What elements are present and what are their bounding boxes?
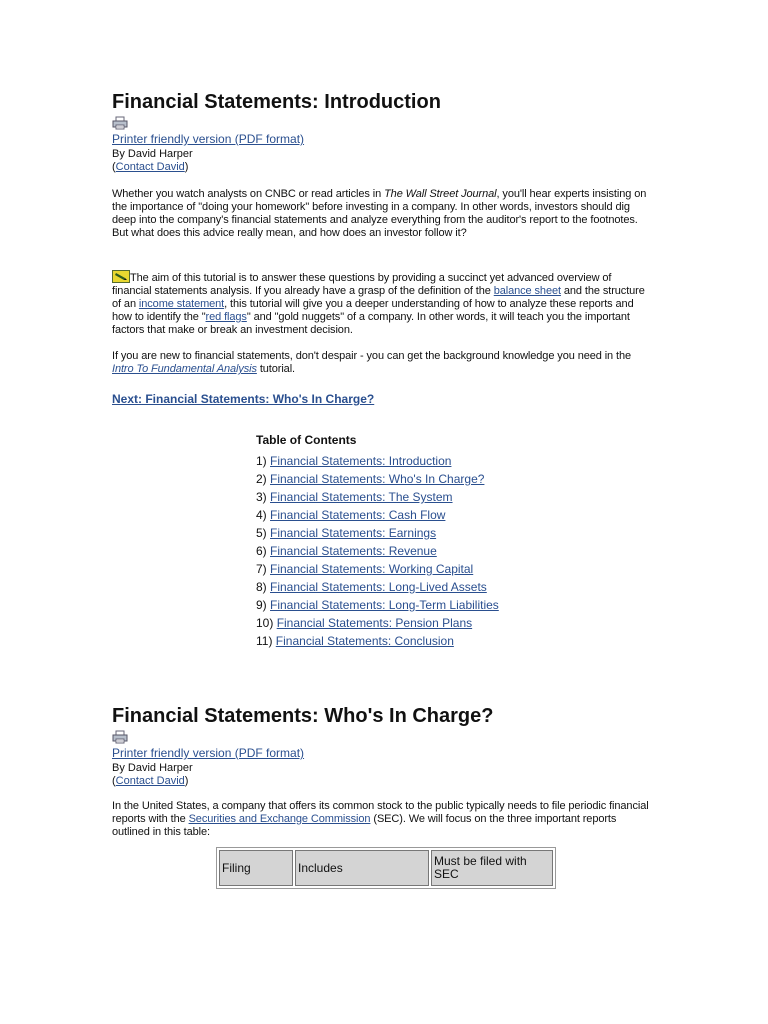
toc-link-long-term-liabilities[interactable]: Financial Statements: Long-Term Liabilities [270,598,499,612]
toc-link-working-capital[interactable]: Financial Statements: Working Capital [270,562,474,576]
toc-item [256,596,499,614]
toc-link-introduction[interactable]: Financial Statements: Introduction [270,454,452,468]
toc-number: 9) [256,598,271,612]
toc-item [256,470,499,488]
table-header-cell: Includes [295,850,429,886]
toc-link-earnings[interactable]: Financial Statements: Earnings [270,526,437,540]
toc-item [256,524,499,542]
toc-item [256,488,499,506]
next-page-link[interactable]: Next: Financial Statements: Who's In Charge? [112,392,375,406]
text-span: (SEC). We will focus on the three important reports outlined in this table: [112,813,617,838]
section-whos-in-charge [112,704,652,839]
toc-number: 7) [256,562,271,576]
page-title: Financial Statements: Introduction [112,91,441,113]
table-header-row [219,850,553,886]
toc-link-revenue[interactable]: Financial Statements: Revenue [270,544,437,558]
toc-item [256,632,499,650]
toc-number: 2) [256,472,271,486]
section-title: Financial Statements: Who's In Charge? [112,705,494,727]
toc-number: 5) [256,526,271,540]
publication-name: The Wall Street Journal [384,188,497,200]
toc-number: 10) [256,616,277,630]
text-span: and the structure of an [112,285,645,310]
contact-paren-close: ) [184,161,189,173]
text-span: " and "gold nuggets" of a company. In other words, it will teach you the important factors that make or break an investment decision. [112,311,630,336]
toc-item [256,452,499,470]
toc-item [256,578,499,596]
printer-friendly-link[interactable]: Printer friendly version (PDF format) [112,132,305,146]
toc-link-whos-in-charge[interactable]: Financial Statements: Who's In Charge? [270,472,485,486]
text-span: The aim of this tutorial is to answer these questions by providing a succinct yet advanced overview of financial statements analysis. If you already have a grasp of the definition of the [112,272,612,297]
contact-david-link[interactable]: Contact David [115,775,185,787]
toc-link-pension-plans[interactable]: Financial Statements: Pension Plans [276,616,473,630]
text-span: Whether you watch analysts on CNBC or read articles in [112,188,385,200]
byline: By David Harper [112,762,193,774]
contact-paren-close: ) [184,775,189,787]
toc-item [256,560,499,578]
toc-link-long-lived-assets[interactable]: Financial Statements: Long-Lived Assets [270,580,487,594]
text-span: In the United States, a company that offers its common stock to the public typically needs to file periodic financial reports with the [112,800,649,825]
toc-number: 6) [256,544,271,558]
income-statement-link[interactable]: income statement [138,298,225,310]
table-of-contents [256,432,499,650]
charge-paragraph-1 [112,800,652,839]
contact-paren-open: ( [112,161,116,173]
toc-number: 8) [256,580,271,594]
toc-item [256,506,499,524]
printer-friendly-link[interactable]: Printer friendly version (PDF format) [112,746,305,760]
toc-link-conclusion[interactable]: Financial Statements: Conclusion [275,634,454,648]
contact-david-link[interactable]: Contact David [115,161,185,173]
intro-fundamental-analysis-link[interactable]: Intro To Fundamental Analysis [112,363,257,375]
next-link-row [112,390,652,408]
printer-icon[interactable] [112,730,128,744]
table-header-cell: Filing [219,850,293,886]
toc-item [256,614,499,632]
text-span: tutorial. [256,363,296,375]
toc-title: Table of Contents [256,433,357,447]
text-span: If you are new to financial statements, don't despair - you can get the background knowledge you need in the [112,350,632,362]
contact-line [112,775,652,788]
section-introduction [112,90,652,408]
toc-item [256,542,499,560]
contact-line [112,161,652,174]
intro-paragraph-1 [112,188,652,240]
text-span: , this tutorial will give you a deeper understanding of how to analyze these reports and how to identify the " [112,298,634,323]
byline: By David Harper [112,148,193,160]
toc-number: 3) [256,490,271,504]
table-header-cell: Must be filed with SEC [431,850,553,886]
toc-number: 1) [256,454,271,468]
contact-paren-open: ( [112,775,116,787]
toc-link-the-system[interactable]: Financial Statements: The System [270,490,453,504]
toc-link-cash-flow[interactable]: Financial Statements: Cash Flow [270,508,446,522]
toc-number: 4) [256,508,271,522]
intro-paragraph-2 [112,270,652,337]
balance-sheet-link[interactable]: balance sheet [493,285,561,297]
red-flags-link[interactable]: red flags [205,311,247,323]
intro-paragraph-3 [112,350,652,376]
filing-table [216,847,556,889]
sec-link[interactable]: Securities and Exchange Commission [188,813,371,825]
text-span: , you'll hear experts insisting on the importance of "doing your homework" before investing in a company. In other words, investors should dig deep into the company's financial statements and analyze everything from the auditor's report to the footnotes. But what does this advice really mean, and how does an investor follow it? [112,188,647,239]
toc-number: 11) [256,634,276,648]
pencil-icon [112,270,130,283]
printer-icon[interactable] [112,116,128,130]
